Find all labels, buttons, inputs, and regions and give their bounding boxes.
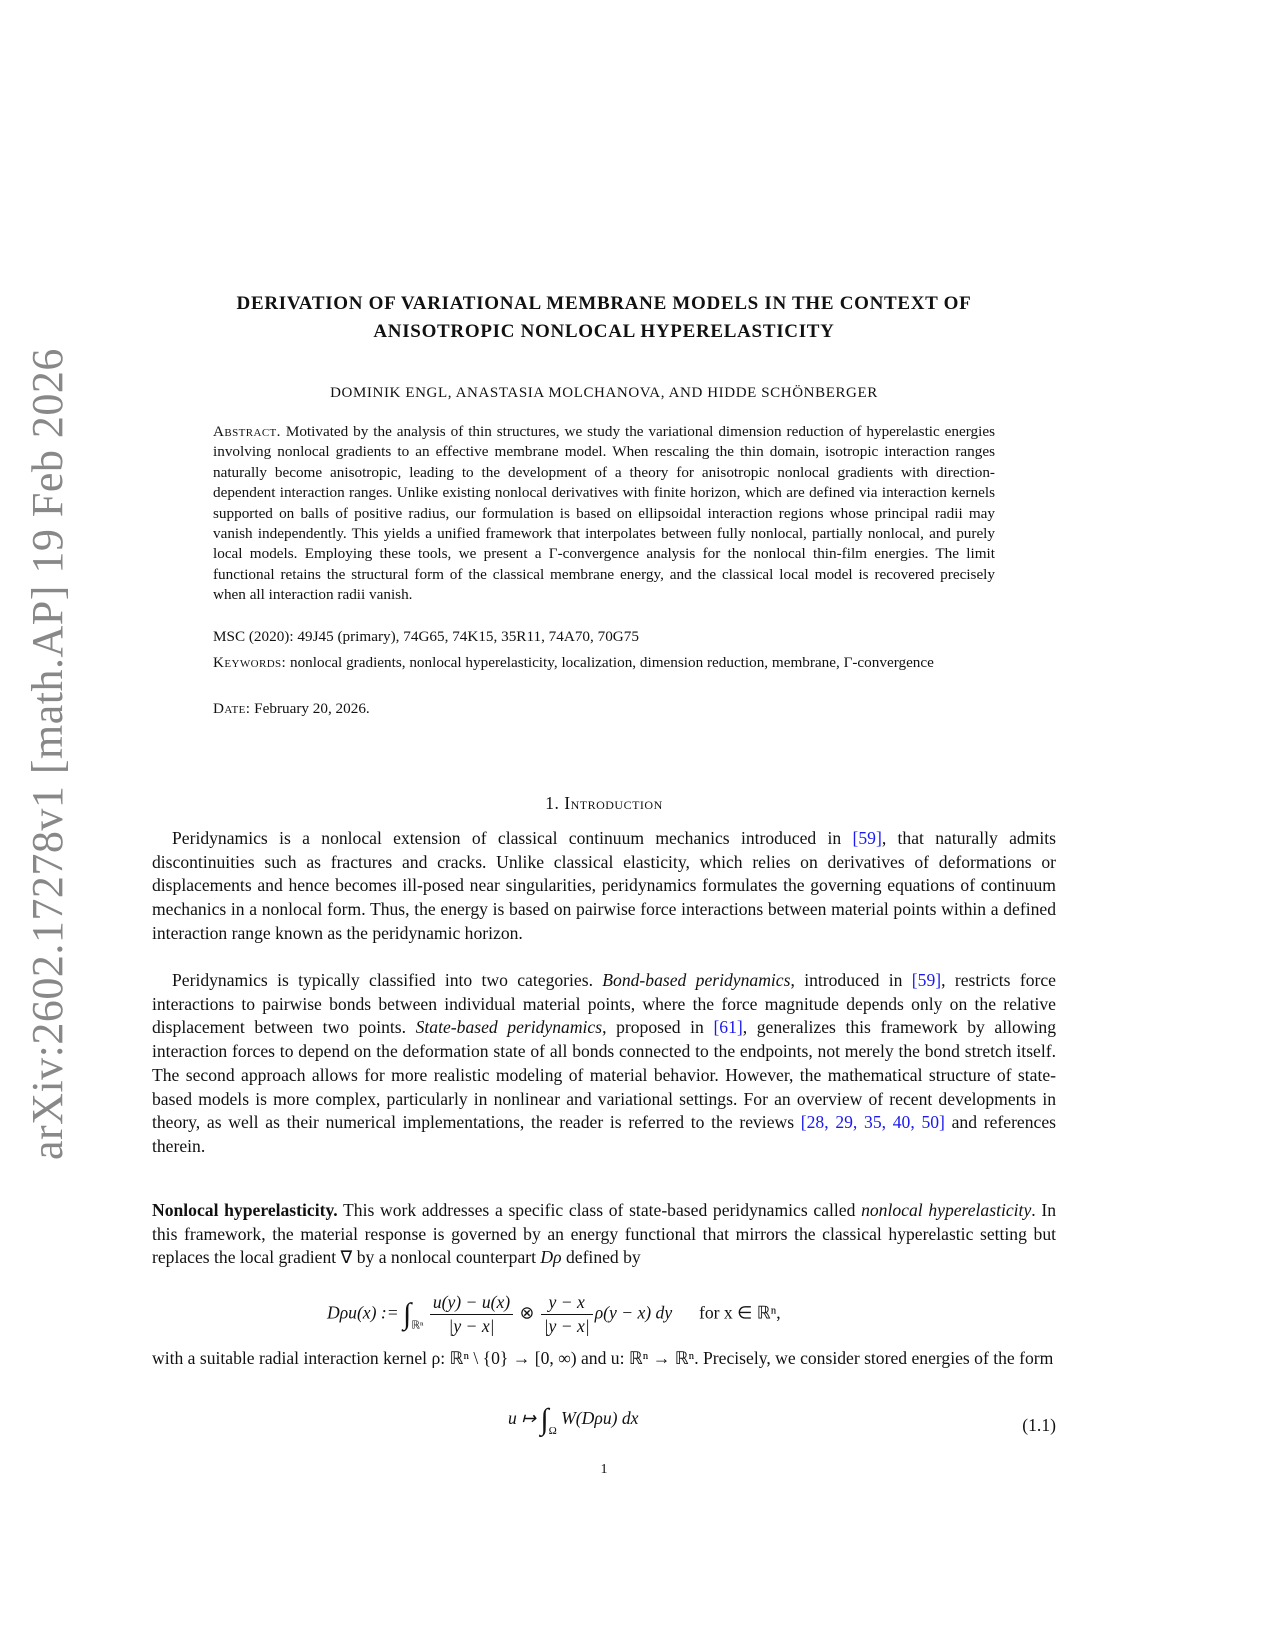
text-run: , introduced in	[790, 970, 912, 990]
eq-lhs: u ↦	[508, 1408, 536, 1429]
eq-rest: W(Dρu) dx	[561, 1408, 639, 1429]
title-line-1: DERIVATION OF VARIATIONAL MEMBRANE MODELS IN THE CONTEXT OF	[236, 293, 972, 314]
author-list: DOMINIK ENGL, ANASTASIA MOLCHANOVA, AND HIDDE SCHÖNBERGER	[330, 385, 878, 401]
paragraph-1	[152, 827, 1056, 946]
text-run: . In this framework, the material response is governed by an energy functional that mirrors the classical hyperelastic setting but replaces the local gradient ∇ by a nonlocal counterpart	[152, 1200, 1056, 1268]
page-number: 1	[600, 1462, 608, 1477]
integral-domain: Ω	[548, 1425, 557, 1438]
keywords	[213, 653, 995, 673]
emphasis: nonlocal hyperelasticity	[861, 1200, 1032, 1220]
paragraph-heading: Nonlocal hyperelasticity.	[152, 1200, 338, 1220]
eq-lhs: Dρu(x) :=	[327, 1302, 399, 1323]
integral-domain: ℝⁿ	[411, 1319, 424, 1332]
section-heading-introduction: 1. Introduction	[545, 793, 663, 813]
paragraph-4: with a suitable radial interaction kernel ρ: ℝⁿ \ {0} → [0, ∞) and u: ℝⁿ → ℝⁿ. Precisely, we consider stored energies of the form	[152, 1348, 1054, 1368]
keywords-label: Keywords:	[213, 654, 287, 671]
title-line-2: ANISOTROPIC NONLOCAL HYPERELASTICITY	[373, 321, 835, 342]
citation-link[interactable]: [59]	[911, 970, 942, 990]
math-symbol: Dρ	[540, 1247, 562, 1268]
date-label: Date:	[213, 700, 251, 717]
paper-title	[152, 290, 1056, 346]
text-run: , proposed in	[602, 1017, 714, 1038]
text-run: and references therein.	[152, 1112, 1057, 1156]
citation-link-group[interactable]: [28, 29, 35, 40, 50]	[800, 1112, 945, 1133]
integral-sign: ∫	[403, 1297, 412, 1331]
equation-number: (1.1)	[1022, 1415, 1056, 1435]
date	[213, 699, 995, 719]
emphasis: State-based peridynamics	[415, 1017, 603, 1038]
denominator: |y − x|	[543, 1316, 590, 1336]
equation-nonlocal-gradient	[152, 1292, 1056, 1344]
eq-rest: ρ(y − x) dy	[594, 1302, 673, 1323]
denominator: |y − x|	[448, 1316, 495, 1336]
citation-link[interactable]: [59]	[852, 828, 882, 848]
text-run: Peridynamics is a nonlocal extension of classical continuum mechanics introduced in	[172, 828, 853, 848]
emphasis: Bond-based peridynamics	[602, 970, 791, 990]
tensor-product-symbol: ⊗	[519, 1302, 535, 1323]
paragraph-3	[152, 1199, 1056, 1270]
fraction	[541, 1292, 593, 1337]
fraction	[430, 1292, 513, 1337]
paragraph-2	[152, 969, 1056, 1159]
integral-sign: ∫	[540, 1403, 549, 1436]
abstract	[213, 422, 995, 606]
numerator: u(y) − u(x)	[430, 1292, 513, 1315]
arxiv-side-stamp: arXiv:2602.17278v1 [math.AP] 19 Feb 2026	[23, 348, 72, 1160]
text-run: Peridynamics is typically classified into two categories.	[172, 970, 603, 990]
eq-condition: for x ∈ ℝⁿ,	[698, 1302, 781, 1323]
text-run: , generalizes this framework by allowing interaction forces to depend on the deformation state of all bonds connected to the endpoints, not merely the bond stretch itself. The second approach allows for more realistic modeling of material behavior. However, the mathematical structure of state-based models is more complex, particularly in nonlinear and variational settings. For an overview of recent developments in theory, as well as their numerical implementations, the reader is referred to the reviews	[152, 1017, 1056, 1133]
text-run: , that naturally admits discontinuities such as fractures and cracks. Unlike classical elasticity, which relies on derivatives of deformations or displacements and hence becomes ill-posed near singularities, peridynamics formulates the governing equations of continuum mechanics in a nonlocal form. Thus, the energy is based on pairwise force interactions between material points within a defined interaction range known as the peridynamic horizon.	[152, 828, 1056, 943]
text-run: , restricts force interactions to pairwise bonds between individual material points, where the force magnitude depends only on the relative displacement between two points.	[152, 970, 1056, 1038]
date-text: February 20, 2026.	[254, 700, 370, 717]
text-run: This work addresses a specific class of state-based peridynamics called	[337, 1200, 862, 1220]
equation-1-1	[152, 1403, 1056, 1453]
keywords-text: nonlocal gradients, nonlocal hyperelasticity, localization, dimension reduction, membrane, Γ-convergence	[289, 654, 934, 671]
citation-link[interactable]: [61]	[713, 1017, 743, 1038]
msc-classification: MSC (2020): 49J45 (primary), 74G65, 74K15, 35R11, 74A70, 70G75	[213, 628, 639, 645]
abstract-text: Motivated by the analysis of thin structures, we study the variational dimension reduction of hyperelastic energies involving nonlocal gradients to an effective membrane model. When rescaling the thin domain, isotropic interaction ranges naturally become anisotropic, leading to the development of a theory for anisotropic nonlocal gradients with direction-dependent interaction ranges. Unlike existing nonlocal derivatives with finite horizon, which are defined via interaction kernels supported on balls of positive radius, our formulation is based on ellipsoidal interaction regions whose principal radii may vanish independently. This yields a unified framework that interpolates between fully nonlocal, partially nonlocal, and purely local models. Employing these tools, we present a Γ-convergence analysis for the nonlocal thin-film energies. The limit functional retains the structural form of the classical membrane energy, and the classical local model is recovered precisely when all interaction radii vanish.	[213, 423, 996, 604]
numerator: y − x	[541, 1292, 593, 1315]
abstract-label: Abstract.	[213, 423, 281, 440]
text-run: defined by	[561, 1247, 641, 1268]
